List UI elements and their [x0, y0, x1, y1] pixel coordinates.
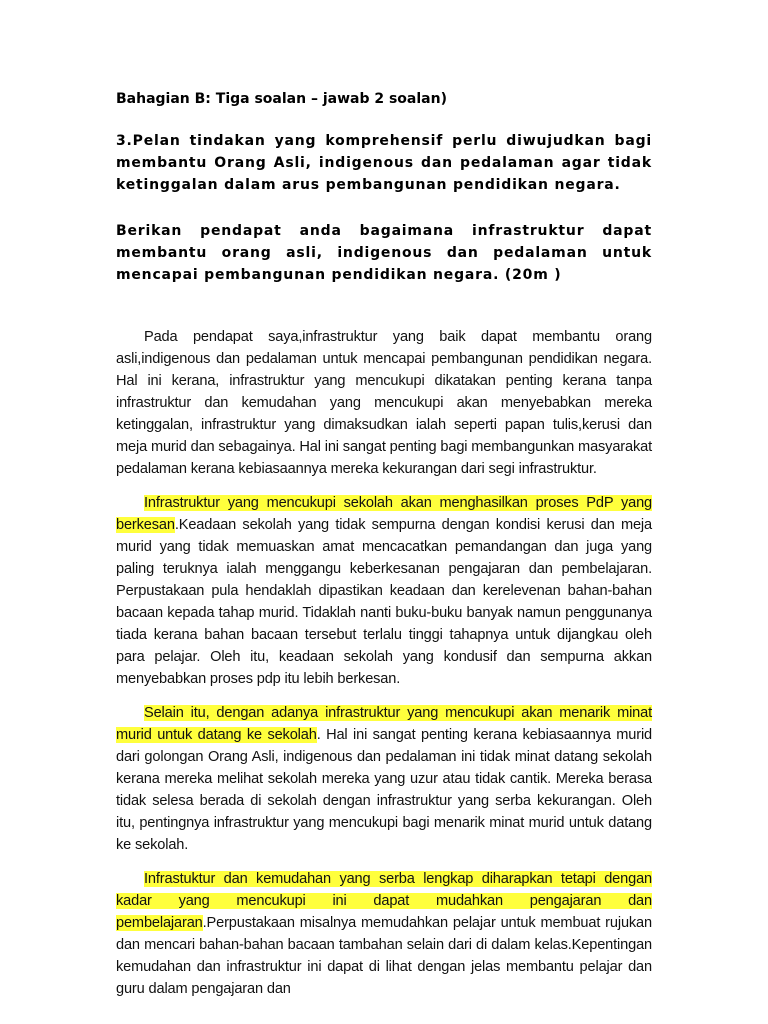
question-task: Berikan pendapat anda bagaimana infrastruktur dapat membantu orang asli, indigenous dan pedalaman untuk mencapai pembangunan pendidikan negara. (20m ) — [116, 223, 652, 283]
highlighted-key-sentence: Selain itu, dengan adanya infrastruktur yang mencukupi akan menarik minat murid untuk datang ke sekolah — [116, 705, 652, 743]
paragraph-text: .Keadaan sekolah yang tidak sempurna dengan kondisi kerusi dan meja murid yang tidak memuaskan amat mencacatkan pemandangan dan juga yang paling teruknya ialah menggangu keberkesanan pengajaran dan pembelajaran. Perpustakaan pula hendaklah dipastikan keadaan dan kerelevenan bahan-bahan bacaan kepada tahap murid. Tidaklah nanti buku-buku banyak namun penggunanya tiada kerana bahan bacaan tersebut terlalu tinggi tahapnya untuk dijangkau oleh para pelajar. Oleh itu, keadaan sekolah yang kondusif dan sempurna akkan menyebabkan proses pdp itu lebih berkesan. — [116, 517, 652, 687]
highlighted-key-sentence: Infrastuktur dan kemudahan yang serba lengkap diharapkan tetapi dengan kadar yang mencukupi ini dapat mudahkan pengajaran dan pembelajaran — [116, 871, 652, 931]
paragraph-point-3 — [116, 868, 652, 1000]
paragraph-text: . Hal ini sangat penting kerana kebiasaannya murid dari golongan Orang Asli, indigenous dan pedalaman ini tidak minat datang sekolah kerana mereka melihat sekolah mereka yang uzur atau tidak cantik. Mereka berasa tidak selesa berada di sekolah dengan infrastruktur yang serba kekurangan. Oleh itu, pentingnya infrastruktur yang mencukupi bagi menarik minat murid untuk datang ke sekolah. — [116, 727, 652, 853]
document-content — [116, 88, 652, 1012]
highlighted-key-sentence: Infrastruktur yang mencukupi sekolah akan menghasilkan proses PdP yang berkesan — [116, 495, 652, 533]
paragraph-point-2 — [116, 702, 652, 856]
paragraph-point-1 — [116, 492, 652, 690]
question-intro: 3.Pelan tindakan yang komprehensif perlu diwujudkan bagi membantu Orang Asli, indigenous dan pedalaman agar tidak ketinggalan dalam arus pembangunan pendidikan negara. — [116, 133, 652, 193]
paragraph-text: .Perpustakaan misalnya memudahkan pelajar untuk membuat rujukan dan mencari bahan-bahan bacaan tambahan selain dari di dalam kelas.Kepentingan kemudahan dan infrastruktur ini dapat di lihat dengan jelas membantu pelajar dan guru dalam pengajaran dan — [116, 915, 652, 997]
section-heading: Bahagian B: Tiga soalan – jawab 2 soalan) — [116, 91, 447, 107]
paragraph-intro — [116, 326, 652, 480]
paragraph-text: Pada pendapat saya,infrastruktur yang baik dapat membantu orang asli,indigenous dan pedalaman untuk mencapai pembangunan pendidikan negara. Hal ini kerana, infrastruktur yang mencukupi dikatakan penting kerana tanpa infrastruktur dan kemudahan yang mencukupi akan menyebabkan mereka ketinggalan, infrastruktur yang dimaksudkan ialah seperti papan tulis,kerusi dan meja murid dan sebagainya. Hal ini sangat penting bagi membangunkan masyarakat pedalaman kerana kebiasaannya mereka kekurangan dari segi infrastruktur. — [116, 329, 652, 477]
